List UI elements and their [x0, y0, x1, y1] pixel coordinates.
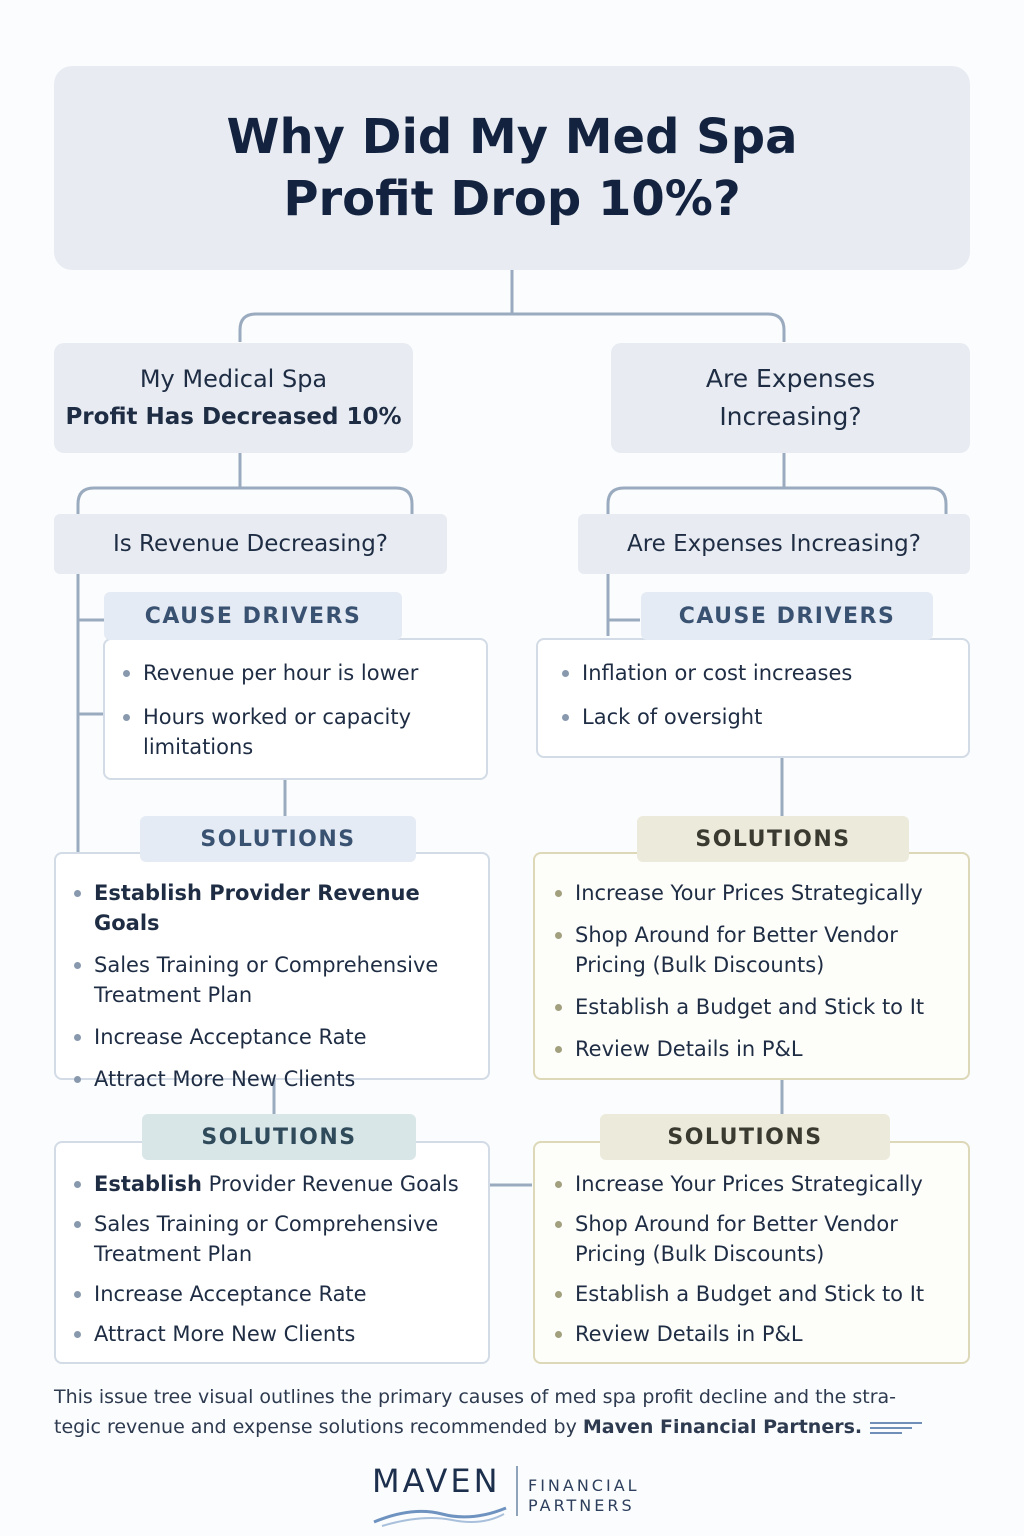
caption-line2-text: tegic revenue and expense solutions recommended by [54, 1416, 577, 1438]
left-solutions-1-label: SOLUTIONS [140, 816, 416, 862]
list-item-continuation-text: Pricing (Bulk Discounts) [575, 1242, 825, 1266]
list-item-continuation [121, 732, 471, 762]
list-item: Increase Your Prices Strategically [553, 878, 963, 908]
right-cause-drivers-label: CAUSE DRIVERS [641, 592, 933, 640]
caption-line2 [54, 1412, 970, 1442]
list-item: Attract More New Clients [72, 1064, 472, 1094]
node-expenses-increasing [611, 343, 970, 453]
left-cause-drivers-label: CAUSE DRIVERS [104, 592, 402, 640]
right-solutions-2-box [533, 1141, 970, 1364]
right-solutions-2-list [553, 1169, 963, 1349]
caption-lines-icon [868, 1420, 924, 1436]
list-item: Increase Acceptance Rate [72, 1022, 472, 1052]
node-profit-decreased [54, 343, 413, 453]
list-item-continuation [553, 1239, 963, 1269]
node-profit-decreased-line1: My Medical Spa [139, 365, 328, 393]
list-item: Sales Training or Comprehensive [72, 1209, 472, 1239]
list-item-continuation-text: limitations [143, 735, 254, 759]
logo-line1: FINANCIAL [528, 1476, 640, 1495]
left-solutions-2-label: SOLUTIONS [142, 1114, 416, 1160]
list-item: Establish a Budget and Stick to It [553, 992, 963, 1022]
caption-brand: Maven Financial Partners. [582, 1416, 863, 1438]
list-item: Revenue per hour is lower [121, 658, 471, 688]
list-item-continuation-text: Treatment Plan [94, 1242, 253, 1266]
list-item: Attract More New Clients [72, 1319, 472, 1349]
right-solutions-1-list [553, 878, 963, 1064]
list-item: Sales Training or Comprehensive [72, 950, 472, 980]
question-revenue [54, 514, 447, 574]
list-item-continuation [72, 980, 472, 1010]
list-item-continuation [72, 1239, 472, 1269]
list-item-bold: Establish [94, 1172, 202, 1196]
left-solutions-2-box [54, 1141, 490, 1364]
logo-line2: PARTNERS [528, 1496, 635, 1515]
list-item [72, 1169, 472, 1199]
list-item: Shop Around for Better Vendor [553, 1209, 963, 1239]
list-item: Inflation or cost increases [560, 658, 950, 688]
list-item: Increase Your Prices Strategically [553, 1169, 963, 1199]
right-cause-drivers-box [536, 638, 970, 758]
logo-divider [516, 1466, 518, 1516]
left-cause-drivers-box [103, 638, 488, 780]
right-solutions-1-box [533, 852, 970, 1080]
left-solutions-1-list [72, 878, 472, 1094]
question-revenue-label: Is Revenue Decreasing? [112, 531, 388, 557]
list-item: Increase Acceptance Rate [72, 1279, 472, 1309]
list-item: Lack of oversight [560, 702, 950, 732]
list-item-continuation [553, 950, 963, 980]
caption [54, 1382, 970, 1442]
right-solutions-1-label: SOLUTIONS [637, 816, 909, 862]
node-profit-decreased-line2: Profit Has Decreased 10% [65, 404, 402, 430]
logo-wave-icon [372, 1502, 508, 1528]
left-cause-drivers-list [121, 658, 471, 762]
right-solutions-2-label: SOLUTIONS [600, 1114, 890, 1160]
list-item: Review Details in P&L [553, 1034, 963, 1064]
logo-wordmark: MAVEN [372, 1462, 501, 1500]
title-box [54, 66, 970, 270]
left-solutions-1-box [54, 852, 490, 1091]
right-cause-drivers-list [560, 658, 950, 732]
caption-line1: This issue tree visual outlines the primary causes of med spa profit decline and the stra- [54, 1386, 897, 1408]
list-item-continuation-text: Pricing (Bulk Discounts) [575, 953, 825, 977]
list-item: Hours worked or capacity [121, 702, 471, 732]
node-expenses-increasing-line2: Increasing? [719, 402, 862, 431]
page-title-line1: Why Did My Med Spa [226, 109, 798, 165]
question-expenses-label: Are Expenses Increasing? [626, 531, 921, 557]
list-item-text: Provider Revenue Goals [208, 1172, 459, 1196]
left-solutions-2-list [72, 1169, 472, 1349]
list-item: Review Details in P&L [553, 1319, 963, 1349]
list-item: Establish Provider Revenue Goals [72, 878, 472, 938]
list-item: Establish a Budget and Stick to It [553, 1279, 963, 1309]
question-expenses [578, 514, 970, 574]
maven-logo [372, 1462, 652, 1528]
list-item-continuation-text: Treatment Plan [94, 983, 253, 1007]
page-title-line2: Profit Drop 10%? [283, 171, 741, 227]
list-item: Shop Around for Better Vendor [553, 920, 963, 950]
node-expenses-increasing-line1: Are Expenses [705, 364, 876, 393]
